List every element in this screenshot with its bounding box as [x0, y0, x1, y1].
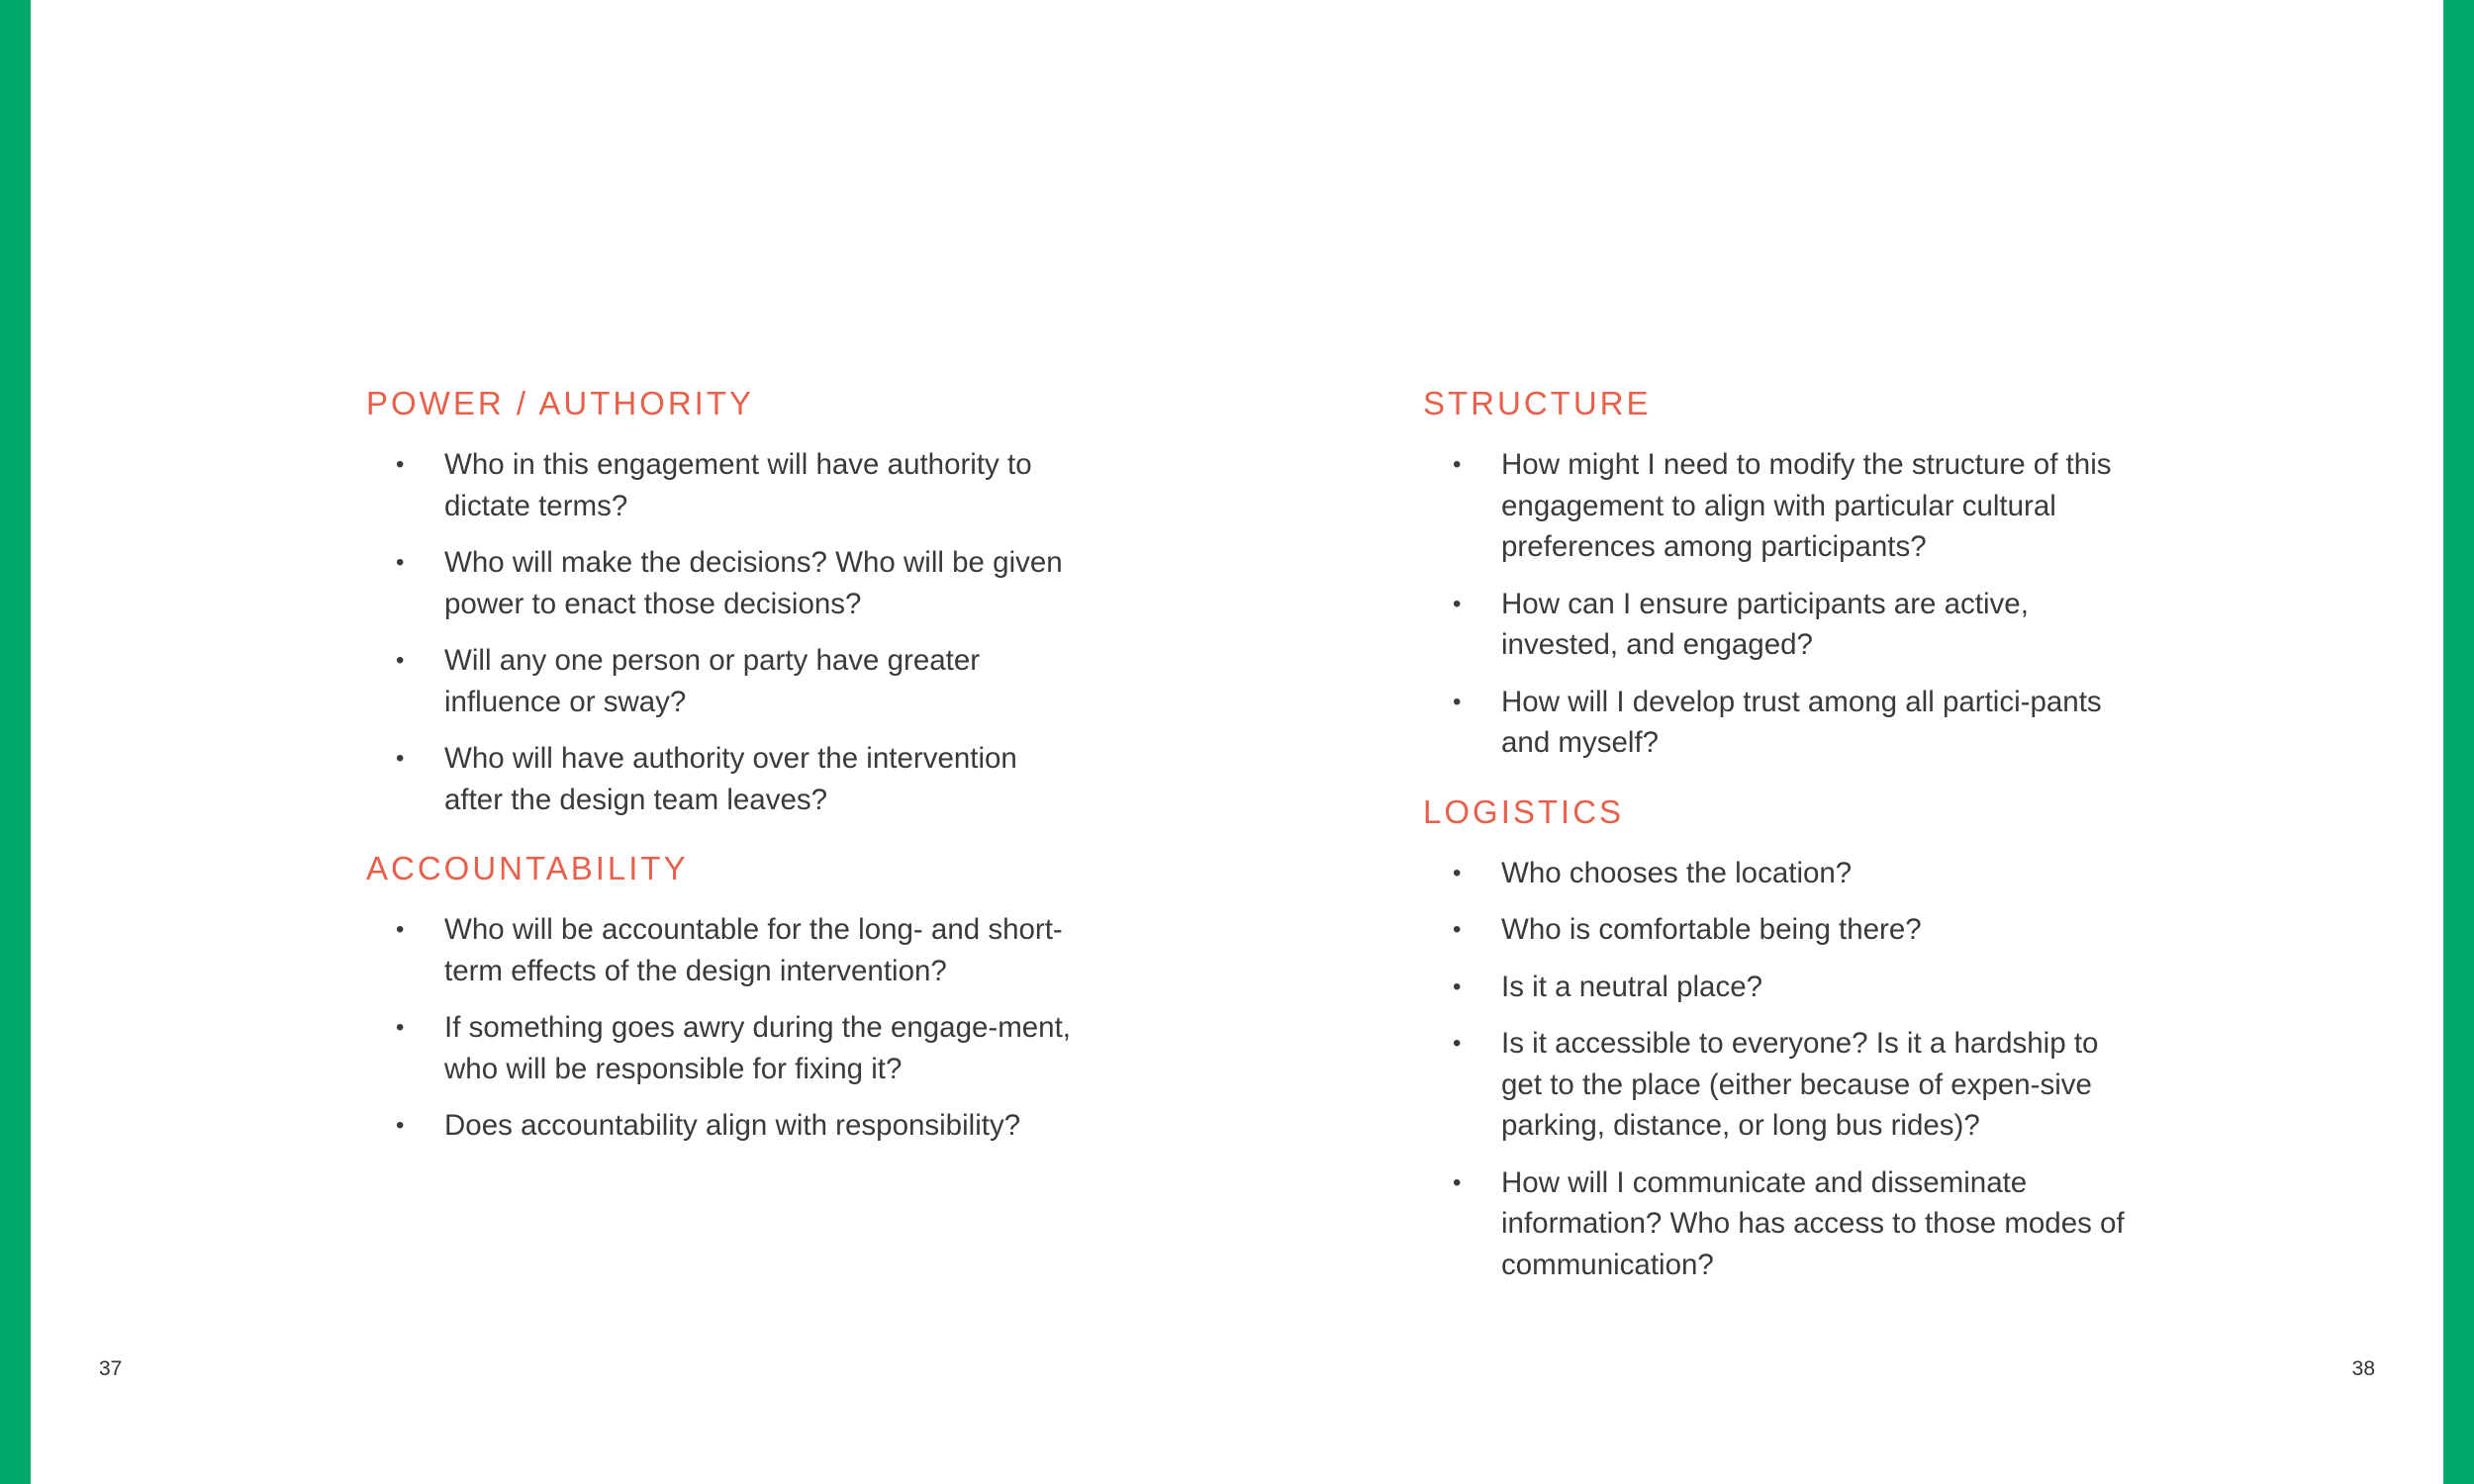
section [1423, 381, 2136, 764]
bullet-icon: • [1453, 688, 1462, 715]
bullet-icon: • [396, 916, 405, 943]
bullet-icon: • [396, 1014, 405, 1041]
list-item [1423, 853, 2136, 894]
section-heading: ACCOUNTABILITY [366, 850, 689, 886]
list-item [1423, 1023, 2136, 1147]
question-list [366, 909, 1079, 1147]
list-item-text: Is it accessible to everyone? Is it a hardship to get to the place (either because of expen-sive parking, distance, or long bus rides)? [1501, 1027, 2099, 1142]
bullet-icon: • [396, 549, 405, 576]
bullet-icon: • [1453, 1030, 1462, 1057]
section-heading: LOGISTICS [1423, 792, 1625, 830]
bullet-icon: • [396, 451, 405, 478]
list-item [366, 542, 1079, 624]
list-item-text: Who will be accountable for the long- and short-term effects of the design intervention? [444, 913, 1063, 987]
list-item-text: If something goes awry during the engage-ment, who will be responsible for fixing it? [444, 1011, 1071, 1085]
list-item-text: How will I develop trust among all partici-pants and myself? [1501, 685, 2102, 759]
list-item-text: How can I ensure participants are active, invested, and engaged? [1501, 587, 2029, 661]
bullet-icon: • [1453, 916, 1462, 943]
right-column [1423, 381, 2136, 1301]
list-item [1423, 909, 2136, 951]
list-item-text: Who is comfortable being there? [1501, 913, 1922, 946]
list-item-text: Who will have authority over the intervention after the design team leaves? [444, 742, 1017, 816]
list-item [366, 640, 1079, 722]
list-item [1423, 967, 2136, 1008]
list-item-text: How will I communicate and disseminate information? Who has access to those modes of communication? [1501, 1165, 2125, 1281]
page-number-left: 37 [99, 1357, 123, 1380]
question-list [1423, 853, 2136, 1286]
list-item [366, 738, 1079, 820]
page-number-right: 38 [2351, 1357, 2375, 1380]
list-item [366, 1105, 1079, 1147]
question-list [366, 444, 1079, 820]
bullet-icon: • [396, 647, 405, 674]
list-item [1423, 444, 2136, 568]
section [366, 846, 1079, 1147]
section [366, 381, 1079, 820]
bullet-icon: • [1453, 1168, 1462, 1196]
left-column [366, 381, 1079, 1162]
bullet-icon: • [1453, 451, 1462, 478]
section-heading: STRUCTURE [1423, 385, 1652, 421]
section-heading: POWER / AUTHORITY [366, 385, 755, 421]
bullet-icon: • [396, 745, 405, 772]
list-item-text: Is it a neutral place? [1501, 970, 1763, 1003]
list-item-text: Who in this engagement will have authority to dictate terms? [444, 448, 1032, 522]
list-item-text: Who will make the decisions? Who will be given power to enact those decisions? [444, 546, 1063, 620]
list-item [1423, 682, 2136, 764]
bullet-icon: • [1453, 859, 1462, 886]
left-accent-bar [0, 0, 31, 1484]
list-item [1423, 1162, 2136, 1286]
list-item [1423, 584, 2136, 666]
list-item [366, 444, 1079, 526]
list-item [366, 909, 1079, 991]
bullet-icon: • [396, 1112, 405, 1139]
list-item-text: Does accountability align with responsibility? [444, 1109, 1021, 1142]
list-item-text: Who chooses the location? [1501, 856, 1853, 889]
right-accent-bar [2443, 0, 2474, 1484]
question-list [1423, 444, 2136, 764]
list-item-text: How might I need to modify the structure of this engagement to align with particular cultural preferences among participants? [1501, 448, 2112, 563]
bullet-icon: • [1453, 973, 1462, 1000]
list-item [366, 1007, 1079, 1089]
list-item-text: Will any one person or party have greater influence or sway? [444, 644, 981, 718]
bullet-icon: • [1453, 590, 1462, 617]
section [1423, 789, 2136, 1286]
